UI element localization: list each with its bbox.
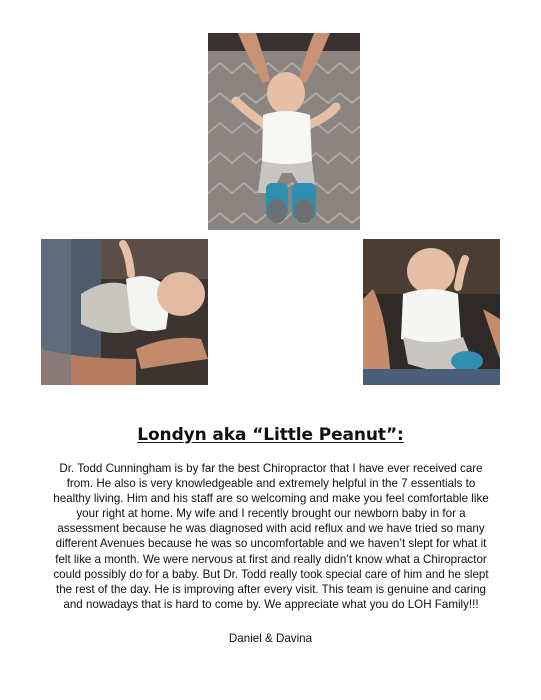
baby-held-side-view-photo [41,239,208,385]
testimonial-body: Dr. Todd Cunningham is by far the best Chiropractor that I have ever received care from. He also is very knowledgeable and extremely helpful in the 7 essentials to healthy living. Him and his staff are so welcoming and make you feel comfortable like your right at home. My wife and I recently brought our newborn baby in for a assessment because he was diagnosed with acid reflux and we have tried so many different Avenues because he was so uncomfortable and we haven’t slept for what it felt like a month. We were nervous at first and really didn’t know what a Chiropractor could possibly do for a baby. But Dr. Todd really took special care of him and he slept the rest of the day. He is improving after every visit. This team is genuine and caring and nowadays that is hard to come by. We appreciate what you do LOH Family!!! [53,462,489,611]
testimonial-title: Londyn aka “Little Peanut”: [137,425,404,445]
testimonial-signature: Daniel & Davina [228,632,313,645]
baby-lying-on-table-photo [208,33,360,230]
baby-seated-held-photo [363,239,500,385]
